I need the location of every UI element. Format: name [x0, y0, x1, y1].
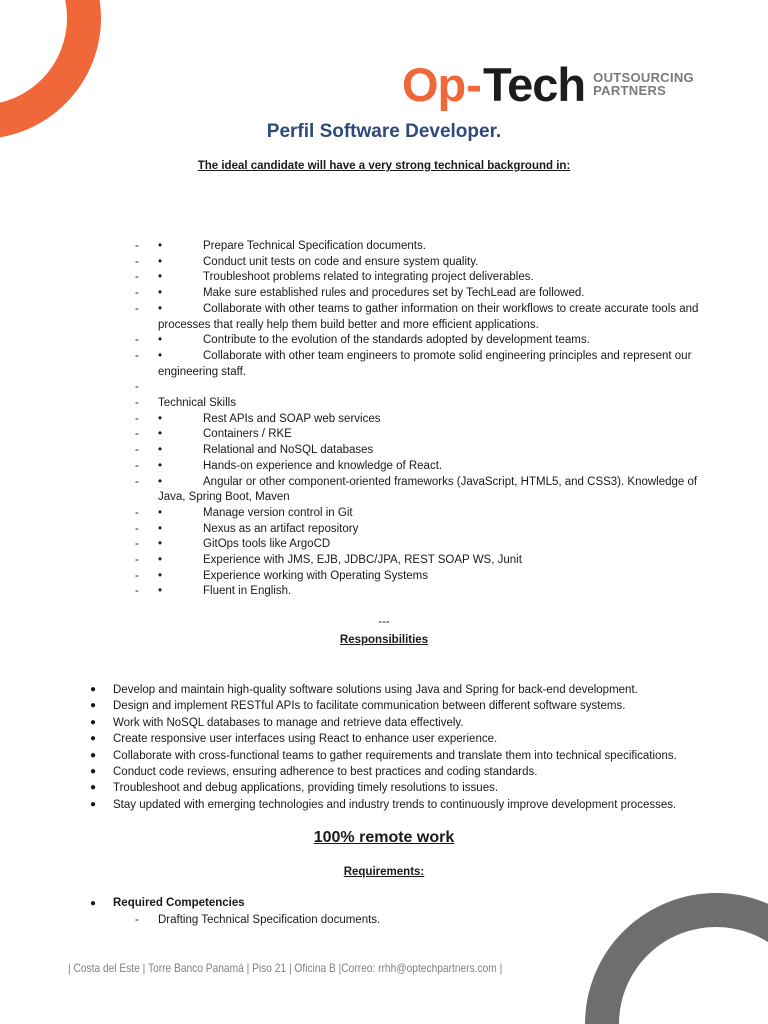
responsibility-item	[0, 748, 768, 764]
bullet: •	[158, 302, 163, 315]
responsibility-item	[0, 682, 768, 698]
list-item	[0, 537, 768, 553]
logo-tag-line2: PARTNERS	[593, 83, 667, 98]
required-competencies-label: Required Competencies	[113, 897, 245, 909]
list-item	[0, 475, 768, 506]
background-skills-list	[0, 239, 768, 600]
list-item	[0, 443, 768, 459]
list-item-text: Angular or other component-oriented frameworks (JavaScript, HTML5, and CSS3). Knowledge of Java, Spring Boot, Maven	[158, 475, 698, 504]
list-item-text	[158, 380, 708, 396]
list-item-text: Experience working with Operating Systems	[203, 569, 428, 582]
dash-marker: -	[135, 554, 139, 567]
logo-tech-text: Tech	[482, 57, 586, 111]
list-item	[0, 569, 768, 585]
list-item	[0, 584, 768, 600]
bullet: •	[158, 444, 163, 457]
bullet: •	[158, 428, 163, 441]
list-item	[0, 239, 768, 255]
dash-marker: -	[135, 914, 139, 926]
bullet: ●	[90, 716, 97, 728]
dash-marker: -	[135, 444, 139, 457]
dash-marker: -	[135, 302, 139, 315]
bullet: ●	[90, 898, 97, 909]
list-item	[0, 380, 768, 396]
responsibility-item	[0, 731, 768, 747]
list-item-text: GitOps tools like ArgoCD	[203, 538, 331, 551]
dash-marker: -	[135, 397, 139, 410]
list-item	[0, 333, 768, 349]
list-item-text: Fluent in English.	[203, 585, 292, 598]
list-item-text: Containers / RKE	[203, 428, 292, 441]
responsibility-item	[0, 715, 768, 731]
responsibility-text: Create responsive user interfaces using React to enhance user experience.	[113, 733, 498, 746]
bullet: •	[158, 569, 163, 582]
list-item	[0, 553, 768, 569]
bullet: ●	[90, 766, 97, 778]
remote-work-heading: 100% remote work	[313, 829, 455, 846]
responsibilities-list	[0, 682, 768, 813]
page-title: Perfil Software Developer.	[266, 121, 502, 142]
required-competency-subitem	[135, 914, 380, 926]
orange-arc-decoration	[0, 0, 84, 122]
list-item-text: Make sure established rules and procedures set by TechLead are followed.	[203, 287, 585, 300]
bullet: •	[158, 554, 163, 567]
bullet: •	[158, 334, 163, 347]
list-item-text: Prepare Technical Specification documents.	[203, 240, 426, 252]
dash-marker: -	[135, 334, 139, 347]
bullet: ●	[90, 749, 97, 761]
logo-tag-line1: OUTSOURCING	[593, 70, 694, 85]
dash-marker: -	[135, 569, 139, 582]
bullet: •	[158, 475, 163, 488]
responsibility-text: Troubleshoot and debug applications, providing timely resolutions to issues.	[113, 782, 499, 795]
required-competencies-item	[90, 897, 245, 909]
bullet: ●	[90, 684, 97, 695]
dash-marker: -	[135, 287, 139, 300]
dash-marker: -	[135, 381, 139, 394]
dash-marker: -	[135, 538, 139, 551]
list-item-text: Hands-on experience and knowledge of React.	[203, 459, 443, 472]
responsibility-text: Develop and maintain high-quality software solutions using Java and Spring for back-end development.	[113, 684, 638, 696]
responsibility-item	[0, 698, 768, 714]
bullet: ●	[90, 798, 97, 810]
gray-arc-decoration	[602, 910, 768, 1024]
list-item	[0, 459, 768, 475]
bullet: •	[158, 538, 163, 551]
list-item-text: Rest APIs and SOAP web services	[203, 412, 381, 425]
requirements-heading: Requirements:	[343, 866, 425, 878]
logo-tagline	[593, 71, 694, 97]
dash-marker: -	[135, 585, 139, 598]
bullet: •	[158, 255, 163, 268]
list-item	[0, 302, 768, 333]
list-item	[0, 427, 768, 443]
company-logo	[402, 56, 694, 112]
dash-marker: -	[135, 475, 139, 488]
responsibility-text: Stay updated with emerging technologies and industry trends to continuously improve development processes.	[113, 798, 677, 811]
page-subtitle: The ideal candidate will have a very strong technical background in:	[197, 160, 571, 172]
dash-marker: -	[135, 412, 139, 425]
list-item-text: Collaborate with other team engineers to promote solid engineering principles and represent our engineering staff.	[158, 349, 692, 378]
list-item	[0, 506, 768, 522]
responsibility-text: Conduct code reviews, ensuring adherence to best practices and coding standards.	[113, 766, 538, 779]
responsibilities-heading: Responsibilities	[339, 634, 429, 646]
list-item-text: Technical Skills	[158, 397, 236, 410]
bullet: ●	[90, 733, 97, 745]
responsibility-item	[0, 797, 768, 813]
bullet: ●	[90, 782, 97, 794]
list-item-text: Relational and NoSQL databases	[203, 444, 374, 457]
list-item	[0, 349, 768, 380]
list-item-text: Conduct unit tests on code and ensure system quality.	[203, 255, 479, 268]
logo-op-text: Op	[402, 57, 466, 111]
dash-marker: -	[135, 349, 139, 362]
list-item	[0, 255, 768, 271]
dash-marker: -	[135, 506, 139, 519]
dash-marker: -	[135, 255, 139, 268]
bullet: ●	[90, 700, 97, 712]
responsibility-text: Work with NoSQL databases to manage and retrieve data effectively.	[113, 716, 464, 729]
responsibility-item	[0, 780, 768, 796]
list-item-text: Contribute to the evolution of the standards adopted by development teams.	[203, 334, 590, 347]
responsibility-text: Collaborate with cross-functional teams to gather requirements and translate them into technical specifications.	[113, 749, 677, 762]
bullet: •	[158, 522, 163, 535]
bullet: •	[158, 240, 163, 252]
bullet: •	[158, 287, 163, 300]
list-item-text: Manage version control in Git	[203, 506, 353, 519]
bullet: •	[158, 506, 163, 519]
bullet: •	[158, 349, 163, 362]
bullet: •	[158, 412, 163, 425]
footer-address: | Costa del Este | Torre Banco Panamá | Piso 21 | Oficina B |Correo: rrhh@optechpartners.com |	[68, 961, 503, 975]
bullet: •	[158, 459, 163, 472]
dash-marker: -	[135, 271, 139, 284]
dash-marker: -	[135, 240, 139, 252]
list-item	[0, 412, 768, 428]
logo-dash: -	[466, 57, 482, 111]
list-item	[0, 396, 768, 412]
bullet: •	[158, 585, 163, 598]
required-sub-text: Drafting Technical Specification documents.	[158, 914, 381, 926]
bullet: •	[158, 271, 163, 284]
section-separator: ---	[378, 616, 390, 628]
dash-marker: -	[135, 522, 139, 535]
list-item-text: Collaborate with other teams to gather information on their workflows to create accurate tools and processes that really help them build better and more efficient applications.	[158, 302, 699, 331]
list-item-text: Nexus as an artifact repository	[203, 522, 359, 535]
responsibility-text: Design and implement RESTful APIs to facilitate communication between different software systems.	[113, 700, 626, 713]
dash-marker: -	[135, 428, 139, 441]
list-item	[0, 286, 768, 302]
list-item-text: Troubleshoot problems related to integrating project deliverables.	[203, 271, 534, 284]
dash-marker: -	[135, 459, 139, 472]
responsibility-item	[0, 764, 768, 780]
list-item-text: Experience with JMS, EJB, JDBC/JPA, REST SOAP WS, Junit	[203, 554, 522, 567]
list-item	[0, 270, 768, 286]
list-item	[0, 522, 768, 538]
